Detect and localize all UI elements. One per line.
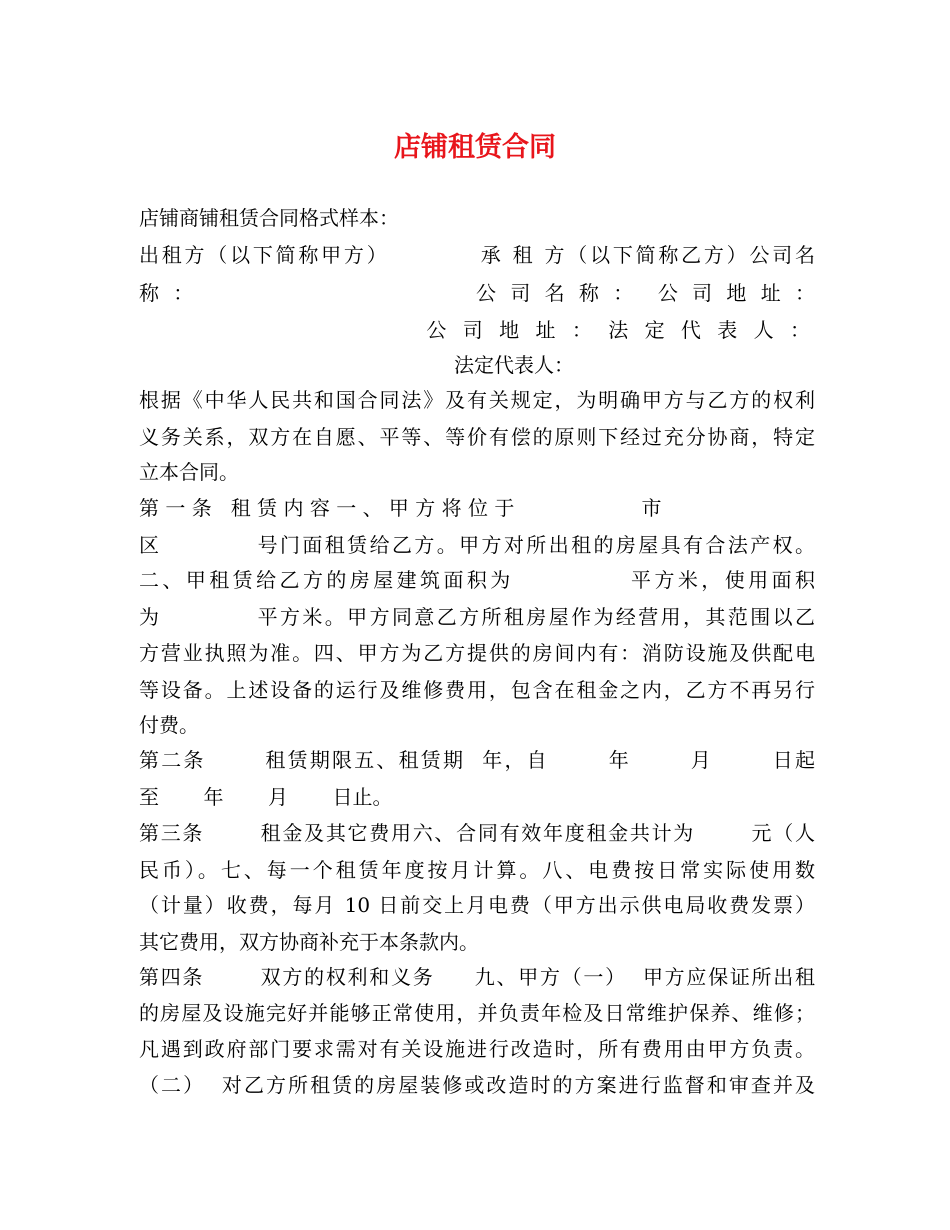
text-line: 立本合同。 (139, 460, 239, 484)
text-line: （计量）收费，每月 10 日前交上月电费（甲方出示供电局收费发票） (139, 893, 815, 917)
text-line: 称 ： 公 司 名 称 ： 公 司 地 址 ： (139, 281, 815, 305)
text-line: 出租方（以下简称甲方） 承 租 方（以下简称乙方）公司名 (139, 243, 815, 267)
text-line: 根据《中华人民共和国合同法》及有关规定，为明确甲方与乙方的权利 (139, 388, 815, 412)
text-line: 二、甲租赁给乙方的房屋建筑面积为 平方米，使用面积 (139, 568, 815, 592)
text-line: 义务关系，双方在自愿、平等、等价有偿的原则下经过充分协商，特定 (139, 425, 815, 449)
text-line: 第二条 租赁期限五、租赁期 年，自 年 月 日起 (139, 748, 815, 772)
text-line: 民币）。七、每一个租赁年度按月计算。八、电费按日常实际使用数 (139, 858, 815, 882)
text-line: 第三条 租金及其它费用六、合同有效年度租金共计为 元（人 (139, 821, 815, 845)
text-line: 其它费用，双方协商补充于本条款内。 (139, 930, 479, 954)
text-line: 第四条 双方的权利和义务 九、甲方（一） 甲方应保证所出租 (139, 965, 815, 989)
text-line: 方营业执照为准。四、甲方为乙方提供的房间内有：消防设施及供配电 (139, 641, 815, 665)
text-line: 公 司 地 址 ： 法 定 代 表 人 ： (426, 318, 815, 342)
text-line: 凡遇到政府部门要求需对有关设施进行改造时，所有费用由甲方负责。 (139, 1037, 815, 1061)
document-title: 店铺租赁合同 (394, 132, 556, 163)
text-line: 法定代表人： (454, 353, 574, 377)
text-line: 区 号门面租赁给乙方。甲方对所出租的房屋具有合法产权。 (139, 533, 815, 557)
text-line: 第 一 条 租 赁 内 容 一 、 甲 方 将 位 于 市 (139, 496, 662, 520)
text-line: （二） 对乙方所租赁的房屋装修或改造时的方案进行监督和审查并及 (139, 1073, 815, 1097)
text-line: 等设备。上述设备的运行及维修费用，包含在租金之内，乙方不再另行 (139, 678, 815, 702)
text-line: 付费。 (139, 713, 199, 737)
text-line: 的房屋及设施完好并能够正常使用，并负责年检及日常维护保养、维修； (139, 1001, 815, 1025)
text-line: 为 平方米。甲方同意乙方所租房屋作为经营用，其范围以乙 (139, 605, 815, 629)
text-line: 店铺商铺租赁合同格式样本： (139, 206, 399, 230)
text-line: 至 年 月 日止。 (139, 785, 393, 809)
